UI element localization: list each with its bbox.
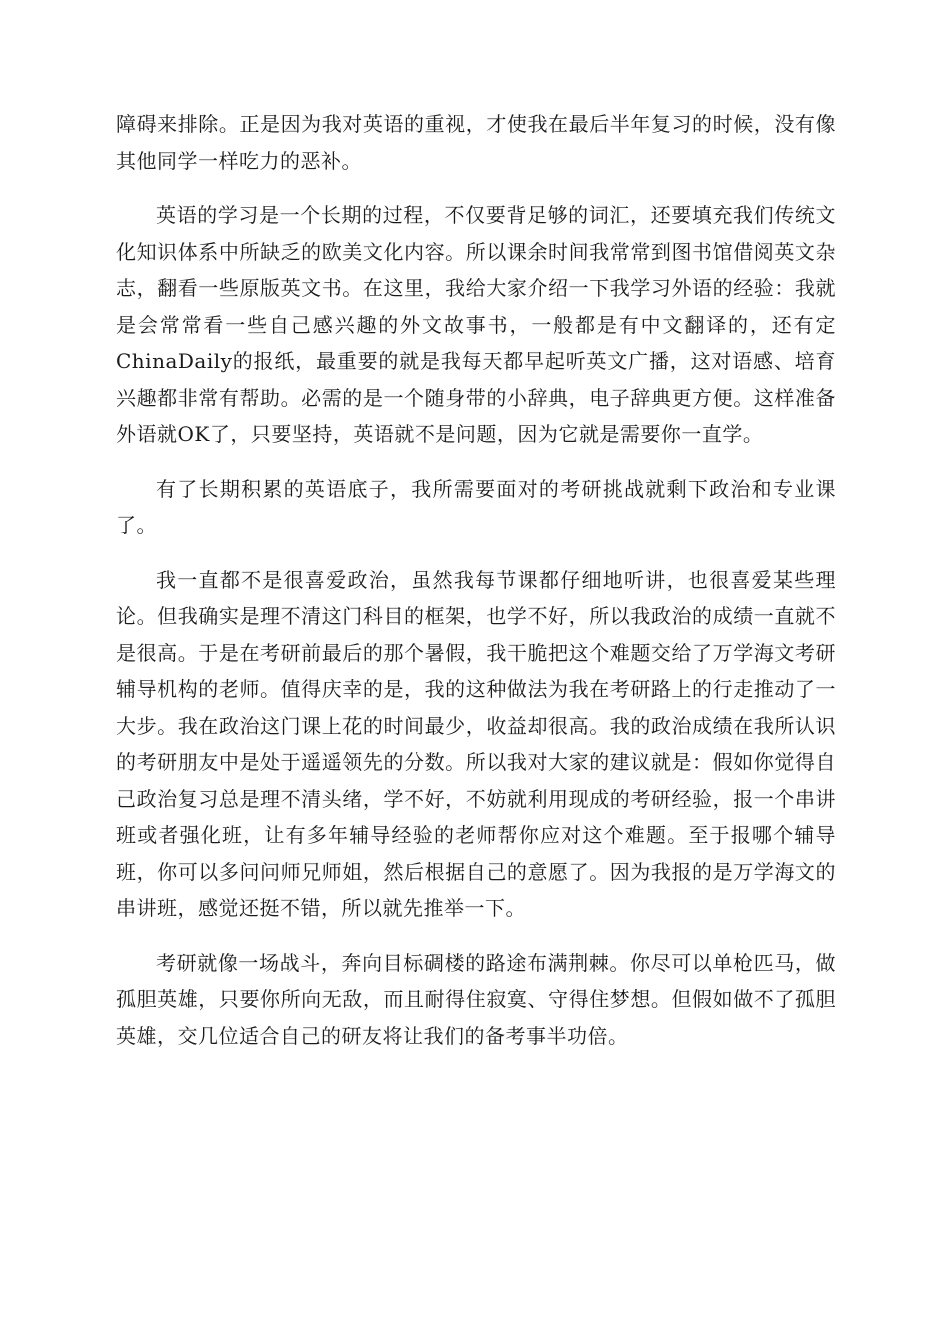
paragraph-remaining-challenges: 有了长期积累的英语底子，我所需要面对的考研挑战就剩下政治和专业课了。	[116, 476, 836, 537]
document-body	[116, 106, 836, 1072]
paragraph-politics: 我一直都不是很喜爱政治，虽然我每节课都仔细地听讲，也很喜爱某些理论。但我确实是理不清这门科目的框架，也学不好，所以我政治的成绩一直就不是很高。于是在考研前最后的那个暑假，我干脆把这个难题交给了万学海文考研辅导机构的老师。值得庆幸的是，我的这种做法为我在考研路上的行走推动了一大步。我在政治这门课上花的时间最少，收益却很高。我的政治成绩在我所认识的考研朋友中是处于遥遥领先的分数。所以我对大家的建议就是：假如你觉得自己政治复习总是理不清头绪，学不好，不妨就利用现成的考研经验，报一个串讲班或者强化班，让有多年辅导经验的老师帮你应对这个难题。至于报哪个辅导班，你可以多问问师兄师姐，然后根据自己的意愿了。因为我报的是万学海文的串讲班，感觉还挺不错，所以就先推举一下。	[116, 567, 836, 920]
paragraph-english-study: 英语的学习是一个长期的过程，不仅要背足够的词汇，还要填充我们传统文化知识体系中所缺乏的欧美文化内容。所以课余时间我常常到图书馆借阅英文杂志，翻看一些原版英文书。在这里，我给大家介绍一下我学习外语的经验：我就是会常常看一些自己感兴趣的外文故事书，一般都是有中文翻译的，还有定ChinaDaily的报纸，最重要的就是我每天都早起听英文广播，这对语感、培育兴趣都非常有帮助。必需的是一个随身带的小辞典，电子辞典更方便。这样准备外语就OK了，只要坚持，英语就不是问题，因为它就是需要你一直学。	[116, 203, 836, 446]
paragraph-continuation: 障碍来排除。正是因为我对英语的重视，才使我在最后半年复习的时候，没有像其他同学一样吃力的恶补。	[116, 112, 836, 173]
paragraph-study-partners: 考研就像一场战斗，奔向目标碉楼的路途布满荆棘。你尽可以单枪匹马，做孤胆英雄，只要你所向无敌，而且耐得住寂寞、守得住梦想。但假如做不了孤胆英雄，交几位适合自己的研友将让我们的备考事半功倍。	[116, 950, 836, 1048]
